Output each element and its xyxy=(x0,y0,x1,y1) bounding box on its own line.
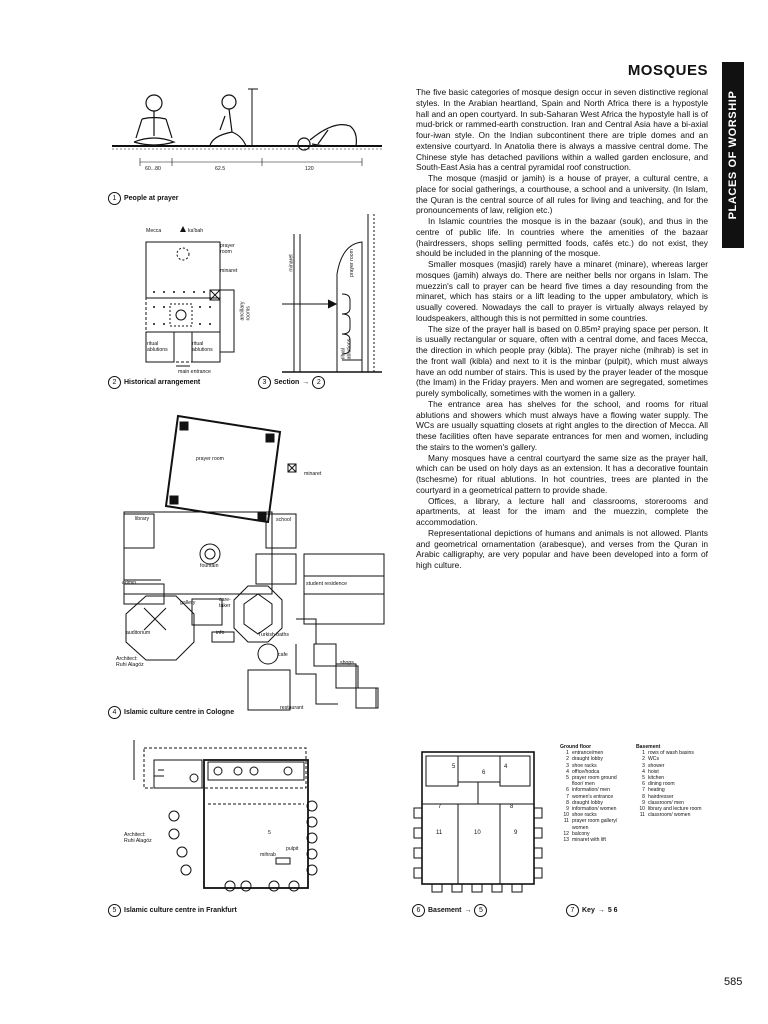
key-ground-floor xyxy=(560,744,628,843)
body-paragraph: Many mosques have a central courtyard the same size as the prayer hall, which can be used on holy days as an extension. It has a decorative fountain (tschesme) for ritual ablutions. In hot countries, trees are planted in the courtyard in a geometrical pattern to provide shade. xyxy=(416,452,708,495)
key-label: information/ men xyxy=(572,787,610,794)
svg-text:7: 7 xyxy=(438,804,442,810)
page-title: MOSQUES xyxy=(627,62,708,79)
key-number: 8 xyxy=(566,799,569,806)
figure-number: 6 xyxy=(412,904,425,917)
figure-frankfurt-plan xyxy=(134,740,324,896)
caption-text: Islamic culture centre in Cologne xyxy=(124,709,235,716)
key-label: shower xyxy=(648,762,665,769)
caption-f5 xyxy=(108,904,237,917)
dim-label-2: 62.5 xyxy=(215,166,226,172)
key-label: shoe racks xyxy=(572,762,597,769)
label-caretaker: care- taker xyxy=(219,597,231,609)
key-label: classroom/ men xyxy=(648,799,684,806)
key-label: draught lobby xyxy=(572,756,603,763)
caption-f1 xyxy=(108,192,178,205)
caption-f4 xyxy=(108,706,234,719)
architect-frankfurt: Architect: Ruhi Alagöz xyxy=(124,832,152,844)
key-number: 4 xyxy=(642,768,645,775)
key-label: prayer room ground floor/ men xyxy=(572,775,617,788)
body-paragraph: The five basic categories of mosque design occur in seven distinctive regional styles. In the Arabian heartland, Spain and North Africa there is a hypostyle hall and an open courtyard. In sub-Saharan West Africa the hypostyle hall is of mud-brick or rammed-earth construction. Iran and Central Asia have a bi-axial four-iwan style. On the Indian subcontinent there are triple domes and an extensive courtyard. In Anatolia there is always a massive central dome. The Chinese style has detached pavilions within a walled garden enclosure, and South-East Asia has a central pyramidal roof construction. xyxy=(416,87,708,173)
label-frankfurt-ref: 5 xyxy=(268,830,271,836)
key-basement-list xyxy=(636,750,708,818)
key-number: 1 xyxy=(642,750,645,757)
key-label: women's entrance xyxy=(572,793,614,800)
section-tab-label: PLACES OF WORSHIP xyxy=(727,90,739,220)
label-minaret: minaret xyxy=(220,268,238,274)
dim-label-3: 120 xyxy=(305,166,314,172)
label-section-ritual: ritual ablutions xyxy=(340,338,353,360)
key-item xyxy=(636,812,708,818)
key-ground-list xyxy=(560,750,628,843)
key-number: 8 xyxy=(642,793,645,800)
ref-arrow: → xyxy=(464,907,472,914)
figure-number: 2 xyxy=(108,376,121,389)
label-mihrab: mihrab xyxy=(260,852,276,858)
label-gallery: gallery xyxy=(180,600,196,606)
key-ground-title: Ground floor xyxy=(560,744,592,750)
svg-text:8: 8 xyxy=(510,804,514,810)
key-label: heating xyxy=(648,787,665,794)
label-kabah: ka'bah xyxy=(188,228,204,234)
body-paragraph: Smaller mosques (masjid) rarely have a minaret (minare), whereas larger mosques (jamih) always do. There are neither bells nor organs in Islam. The muezzin's call to prayer can be heard five times a day resounding from the minaret, which has stairs or a lift leading to the upper ambulatory, which is usually covered. Nowadays the call to prayer is virtually always relayed by loudspeakers, although this is not permitted in some countries. xyxy=(416,259,708,323)
label-prayer-room: prayer room xyxy=(220,243,235,255)
label-main-entrance: main entrance xyxy=(178,369,211,375)
label-mecca: Mecca xyxy=(146,228,162,234)
key-label: entrance/men xyxy=(572,750,604,757)
dim-label-1: 60...80 xyxy=(145,166,161,172)
ref-number: 5 xyxy=(474,904,487,917)
key-number: 9 xyxy=(642,799,645,806)
label-cafe: cafe xyxy=(278,652,288,658)
body-paragraph: Offices, a library, a lecture hall and classrooms, storerooms and apartments, at least for the imam and the muezzin, complete the accommodation. xyxy=(416,495,708,527)
key-label: dining room xyxy=(648,781,675,788)
ref-number: 2 xyxy=(312,376,325,389)
figure-number: 5 xyxy=(108,904,121,917)
label-turkish-baths: Turkish baths xyxy=(258,632,289,638)
key-number: 10 xyxy=(563,812,569,819)
key-number: 2 xyxy=(642,756,645,763)
caption-f3 xyxy=(258,376,325,389)
label-school: school xyxy=(276,517,291,523)
key-basement-title: Basement xyxy=(636,744,661,750)
label-ancillary-rooms: ancillary rooms xyxy=(239,301,252,321)
caption-text: People at prayer xyxy=(124,195,179,202)
caption-f2 xyxy=(108,376,200,389)
key-number: 3 xyxy=(566,762,569,769)
body-text xyxy=(416,87,708,571)
key-number: 7 xyxy=(566,793,569,800)
figure-basement-plan xyxy=(412,748,542,898)
label-fountain: fountain xyxy=(200,563,219,569)
label-section-minaret: minaret xyxy=(288,254,295,272)
label-shops: shops xyxy=(340,660,354,666)
body-paragraph: In Islamic countries the mosque is in the bazaar (souk), and thus in the centre of public life. In countries where the amenities of the bazaar (hairdressers, shops selling permitted foods, cafés etc.) do not exist, they should be included in the planning of the mosque. xyxy=(416,216,708,259)
key-number: 7 xyxy=(642,787,645,794)
body-paragraph: The size of the prayer hall is based on 0.85m² praying space per person. It is usually rectangular or square, often with a central dome, and faces Mecca, the direction in which people pray (kibla). The prayer niche (mihrab) is set in the front wall (kibla) and next to it is the minbar (pulpit), which must always have an odd number of stairs. This is used by the prayer leader of the mosque (the Imam) in the Friday prayers. Men and women are segregated, sometimes purely symbolically, sometimes with the women in a gallery. xyxy=(416,323,708,398)
key-number: 6 xyxy=(566,787,569,794)
key-number: 12 xyxy=(563,830,569,837)
ref-arrow: → xyxy=(597,907,605,914)
body-paragraph: Representational depictions of humans and animals is not allowed. Plants and geometrical ornamentation (arabesque), and verses from the Quran in Arabic calligraphy, are very popular and have been developed into a form of high culture. xyxy=(416,527,708,570)
label-ritual-ablutions-1: ritual ablutions xyxy=(147,341,168,353)
label-restaurant: restaurant xyxy=(280,705,304,711)
label-auditorium: auditorium xyxy=(126,630,151,636)
svg-text:6: 6 xyxy=(482,770,486,776)
caption-text: Section xyxy=(274,379,300,386)
key-number: 13 xyxy=(563,837,569,844)
caption-text: Basement xyxy=(428,907,462,914)
key-label: balcony xyxy=(572,830,590,837)
svg-text:5: 5 xyxy=(452,764,456,770)
page-number: 585 xyxy=(724,976,743,988)
key-label: hoist xyxy=(648,768,659,775)
ref-arrow: → xyxy=(302,379,310,386)
key-number: 6 xyxy=(642,781,645,788)
key-label: library and lecture room xyxy=(648,806,702,813)
key-label: prayer room gallery/ women xyxy=(572,818,618,831)
caption-f6 xyxy=(412,904,487,917)
key-number: 5 xyxy=(642,775,645,782)
key-label: shoe racks xyxy=(572,812,597,819)
key-item xyxy=(560,818,628,830)
figure-number: 7 xyxy=(566,904,579,917)
key-label: rows of wash basins xyxy=(648,750,694,757)
label-ritual-ablutions-2: ritual ablutions xyxy=(192,341,213,353)
svg-text:11: 11 xyxy=(436,830,443,836)
label-library: library xyxy=(135,516,150,522)
key-number: 10 xyxy=(639,806,645,813)
key-number: 11 xyxy=(563,818,569,825)
label-cologne-minaret: minaret xyxy=(304,471,322,477)
key-label: classroom/ women xyxy=(648,812,691,819)
key-number: 4 xyxy=(566,768,569,775)
caption-text: Islamic culture centre in Frankfurt xyxy=(124,907,237,914)
key-basement xyxy=(636,744,708,818)
label-admin: admin. xyxy=(122,580,138,586)
section-tab xyxy=(722,62,744,248)
caption-text: Historical arrangement xyxy=(124,379,201,386)
caption-text: Key xyxy=(582,907,595,914)
key-label: kitchen xyxy=(648,775,665,782)
figure-cologne-plan xyxy=(116,404,388,722)
key-item xyxy=(560,837,628,843)
key-label: information/ women xyxy=(572,806,617,813)
label-info: info xyxy=(216,630,225,636)
key-item xyxy=(560,775,628,787)
key-number: 1 xyxy=(566,750,569,757)
key-number: 11 xyxy=(639,812,645,819)
key-label: office/hodca xyxy=(572,768,600,775)
key-number: 3 xyxy=(642,762,645,769)
label-section-prayer-room: prayer room xyxy=(348,249,355,277)
key-label: hairdresser xyxy=(648,793,674,800)
label-pulpit: pulpit xyxy=(286,846,299,852)
figure-number: 3 xyxy=(258,376,271,389)
key-label: WCs xyxy=(648,756,660,763)
body-paragraph: The entrance area has shelves for the school, and rooms for ritual ablutions and showers which must always have a flowing water supply. The WCs are usually squatting closets at right angles to the direction of Mecca. All these facilities often have separate entrances for men and women, including the stairs to the women's gallery. xyxy=(416,398,708,452)
key-number: 5 xyxy=(566,775,569,782)
figure-number: 4 xyxy=(108,706,121,719)
key-number: 2 xyxy=(566,756,569,763)
caption-f7 xyxy=(566,904,618,917)
figure-number: 1 xyxy=(108,192,121,205)
svg-text:9: 9 xyxy=(514,830,518,836)
body-paragraph: The mosque (masjid or jamih) is a house of prayer, a cultural centre, a place for social gatherings, a courthouse, a school and a university. (In Islam, the Quran is the central source of all rules for living and teaching, and for the pronouncements of law, religion etc.) xyxy=(416,173,708,216)
svg-text:4: 4 xyxy=(504,764,508,770)
label-cologne-prayer-room: prayer room xyxy=(196,456,224,462)
key-number: 9 xyxy=(566,806,569,813)
figure-section xyxy=(282,214,382,374)
ref-number: 5 6 xyxy=(607,907,618,914)
key-label: draught lobby xyxy=(572,799,603,806)
key-label: minaret with lift xyxy=(572,837,606,844)
architect-cologne: Architect: Ruhi Alagöz xyxy=(116,656,144,668)
svg-text:10: 10 xyxy=(474,830,481,836)
label-student-residence: student residence xyxy=(306,581,347,587)
